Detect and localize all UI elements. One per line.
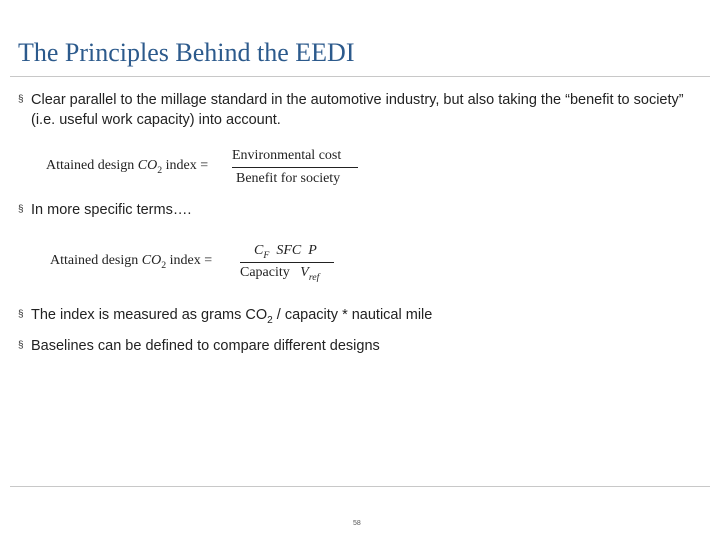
formula-lhs: Attained design $CO_2$ index = <box>46 158 209 176</box>
formula-denominator: Capacity $V_{ref}$ <box>240 265 320 283</box>
slide-title: The Principles Behind the EEDI <box>18 38 355 67</box>
bullet-text: The index is measured as grams $CO_2$ / capacity * nautical mile <box>31 307 433 326</box>
title-divider <box>10 76 710 77</box>
formula-general <box>46 148 376 192</box>
formula-lhs: Attained design $CO_2$ index = <box>50 253 213 271</box>
formula-specific <box>50 242 350 286</box>
bullet-item-1 <box>18 90 698 130</box>
page-number: 58 <box>353 520 361 527</box>
fraction-bar <box>240 262 334 263</box>
bullet-item-2 <box>18 200 698 220</box>
bullet-text: Baselines can be defined to compare different designs <box>31 338 380 354</box>
bullet-text: In more specific terms…. <box>31 202 192 218</box>
bullet-marker: § <box>18 204 24 215</box>
formula-numerator: $C_F$ SFC P <box>254 243 317 261</box>
formula-numerator: Environmental cost <box>232 148 342 163</box>
fraction-bar <box>232 167 358 168</box>
bullet-text: Clear parallel to the millage standard in the automotive industry, but also taking the “benefit to society” (i.e. useful work capacity) into account. <box>31 92 684 128</box>
footer-divider <box>10 486 710 487</box>
bullet-marker: § <box>18 340 24 351</box>
bullet-marker: § <box>18 309 24 320</box>
bullet-item-4 <box>18 336 698 356</box>
bullet-item-3 <box>18 305 698 331</box>
bullet-marker: § <box>18 94 24 105</box>
formula-denominator: Benefit for society <box>236 171 341 186</box>
